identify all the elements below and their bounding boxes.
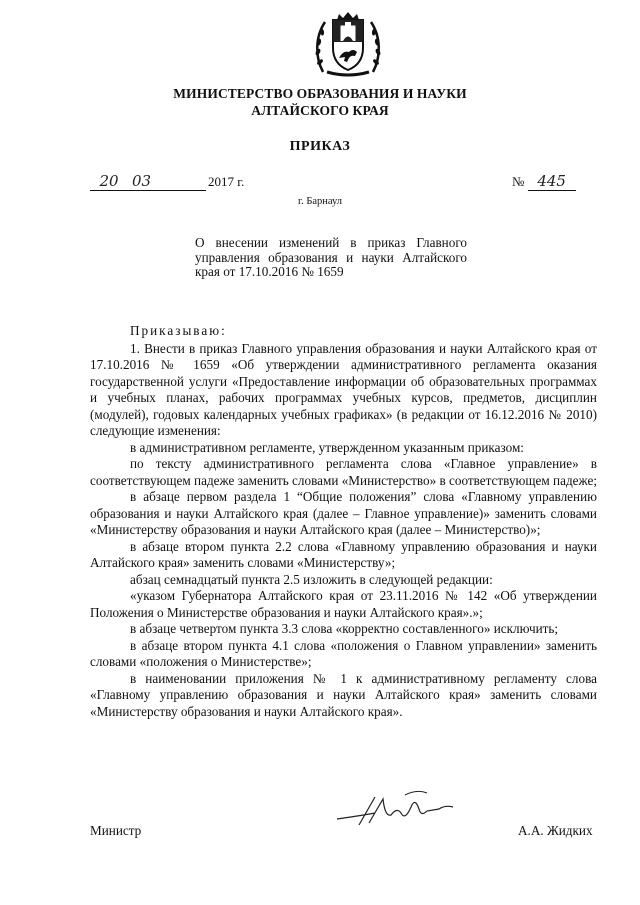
paragraph: в наименовании приложения № 1 к административному регламенту слова «Главному управлению образования и науки Алтайского края» заменить словами «Министерству образования и науки Алтайского края».: [90, 670, 597, 719]
paragraph: в абзаце первом раздела 1 “Общие положения” слова «Главному управлению образования и науки Алтайского края (далее – Главное управление)» заменить словами «Министерству образования и науки Алтайского края (далее – Министерство)»;: [90, 489, 597, 537]
paragraph: «указом Губернатора Алтайского края от 23.11.2016 № 142 «Об утверждении Положения о Министерстве образования и науки Алтайского края».»;: [90, 588, 597, 620]
paragraph: по тексту административного регламента слова «Главное управление» в соответствующем падеже заменить словами «Министерство» в соответствующем падеже;: [90, 456, 597, 488]
number-sign: №: [512, 174, 525, 189]
decree-word: Приказываю:: [130, 323, 227, 338]
ministry-name-line-2: АЛТАЙСКОГО КРАЯ: [251, 103, 389, 118]
coat-of-arms-emblem: [313, 12, 383, 78]
ministry-name-line-1: МИНИСТЕРСТВО ОБРАЗОВАНИЯ И НАУКИ: [173, 86, 467, 101]
handwritten-signature: [335, 787, 455, 837]
date-year: 2017 г.: [208, 174, 245, 189]
paragraph: в абзаце втором пункта 2.2 слова «Главному управлению образования и науки Алтайского края» заменить словами «Министерству»;: [90, 538, 597, 570]
paragraph: абзац семнадцатый пункта 2.5 изложить в следующей редакции:: [130, 571, 493, 587]
paragraph: в абзаце четвертом пункта 3.3 слова «корректно составленного» исключить;: [130, 621, 559, 636]
order-number: [512, 172, 576, 191]
paragraph: 1. Внести в приказ Главного управления образования и науки Алтайского края от 17.10.2016 № 1659 «Об утверждении административного регламента оказания государственной услуги «Предоставление информации об образовательных программах и учебных планах, рабочих программах учебных курсов, предметов, дисциплин (модулей), годовых календарных учебных графиках» (в редакции от 16.12.2016 № 2010) следующие изменения:: [90, 340, 597, 438]
signatory-position: Министр: [90, 823, 142, 838]
signatory-name: А.А. Жидких: [518, 823, 593, 838]
document-type-title: ПРИКАЗ: [289, 139, 351, 154]
handwritten-date-month: 03: [128, 172, 206, 191]
handwritten-order-number: 445: [528, 172, 576, 191]
order-subject: О внесении изменений в приказ Главного управления образования и науки Алтайского края от 17.10.2016 № 1659: [195, 235, 467, 279]
paragraph: в административном регламенте, утвержденном указанным приказом:: [130, 439, 524, 455]
handwritten-date-day: 20: [90, 172, 128, 191]
city-name: г. Барнаул: [297, 196, 343, 207]
paragraph: в абзаце втором пункта 4.1 слова «положения о Главном управлении» заменить словами «положения о Министерстве»;: [90, 637, 597, 669]
order-body: [90, 323, 597, 720]
order-date: [90, 172, 244, 191]
